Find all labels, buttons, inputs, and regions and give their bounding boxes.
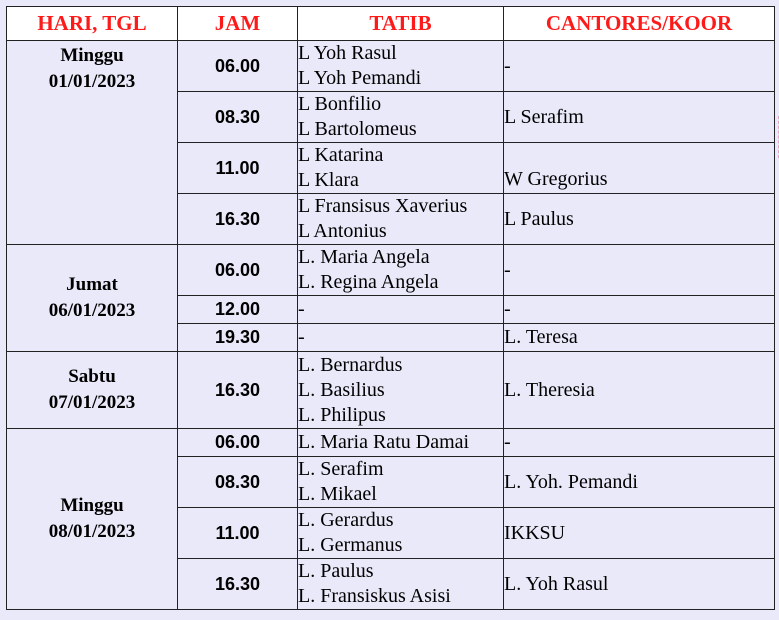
- day-cell: [7, 245, 178, 352]
- tatib-name: L. Maria Ratu Damai: [298, 431, 470, 453]
- koor-cell: -: [504, 245, 775, 296]
- koor-cell: L Serafim: [504, 92, 775, 143]
- tatib-name: -: [298, 298, 305, 320]
- header-koor: CANTORES/KOOR: [504, 7, 775, 41]
- tatib-name: L Bartolomeus: [298, 118, 417, 140]
- selection-edge-marker: [772, 116, 779, 158]
- tatib-cell: [298, 92, 504, 143]
- day-cell: [7, 429, 178, 610]
- tatib-cell: [298, 143, 504, 194]
- tatib-name: L. Regina Angela: [298, 271, 439, 293]
- day-date: 08/01/2023: [48, 521, 136, 542]
- tatib-cell: [298, 324, 504, 352]
- tatib-cell: [298, 429, 504, 457]
- tatib-cell: [298, 245, 504, 296]
- tatib-name: L. Serafim: [298, 458, 384, 480]
- tatib-cell: [298, 296, 504, 324]
- tatib-name: L. Bernardus: [298, 353, 403, 376]
- koor-cell: L. Yoh. Pemandi: [504, 457, 775, 508]
- tatib-cell: [298, 194, 504, 245]
- day-cell: [7, 41, 178, 245]
- jam-cell: 08.30: [178, 92, 298, 143]
- header-tatib: TATIB: [298, 7, 504, 41]
- schedule-table: [6, 6, 775, 610]
- header-day: HARI, TGL: [7, 7, 178, 41]
- table-row: [7, 245, 775, 296]
- koor-cell: -: [504, 41, 775, 92]
- tatib-name: L Yoh Rasul: [298, 42, 397, 64]
- koor-cell: L. Teresa: [504, 324, 775, 352]
- koor-cell: L. Theresia: [504, 352, 775, 429]
- koor-cell: -: [504, 429, 775, 457]
- jam-cell: 06.00: [178, 245, 298, 296]
- day-name: Jumat: [66, 274, 118, 295]
- tatib-name: L. Germanus: [298, 534, 403, 556]
- tatib-name: L. Gerardus: [298, 509, 394, 531]
- koor-cell: L Paulus: [504, 194, 775, 245]
- tatib-cell: [298, 457, 504, 508]
- jam-cell: 08.30: [178, 457, 298, 508]
- table-row: [7, 352, 775, 429]
- tatib-name: L Antonius: [298, 220, 387, 242]
- jam-cell: 16.30: [178, 352, 298, 429]
- tatib-name: L Fransisus Xaverius: [298, 195, 468, 217]
- tatib-cell: [298, 559, 504, 610]
- jam-cell: 06.00: [178, 429, 298, 457]
- jam-cell: 16.30: [178, 194, 298, 245]
- day-name: Minggu: [60, 45, 124, 66]
- day-cell: [7, 352, 178, 429]
- jam-cell: 06.00: [178, 41, 298, 92]
- tatib-name: L Yoh Pemandi: [298, 67, 422, 89]
- koor-cell: L. Yoh Rasul: [504, 559, 775, 610]
- tatib-name: L. Basilius: [298, 378, 385, 401]
- koor-cell: -: [504, 296, 775, 324]
- koor-cell: W Gregorius: [504, 143, 775, 194]
- tatib-name: L. Paulus: [298, 560, 374, 582]
- tatib-name: L Bonfilio: [298, 93, 382, 115]
- table-row: [7, 429, 775, 457]
- koor-cell: IKKSU: [504, 508, 775, 559]
- day-date: 01/01/2023: [48, 71, 136, 92]
- tatib-name: L. Mikael: [298, 483, 377, 505]
- tatib-name: L. Maria Angela: [298, 246, 430, 268]
- tatib-cell: [298, 508, 504, 559]
- day-date: 06/01/2023: [48, 300, 136, 321]
- day-name: Minggu: [60, 495, 124, 516]
- tatib-name: L. Fransiskus Asisi: [298, 585, 451, 607]
- jam-cell: 12.00: [178, 296, 298, 324]
- jam-cell: 11.00: [178, 143, 298, 194]
- header-row: [7, 7, 775, 41]
- day-date: 07/01/2023: [48, 392, 136, 413]
- tatib-name: L Katarina: [298, 144, 384, 166]
- tatib-cell: [298, 352, 504, 429]
- header-jam: JAM: [178, 7, 298, 41]
- tatib-cell: [298, 41, 504, 92]
- tatib-name: L. Philipus: [298, 403, 386, 426]
- tatib-name: -: [298, 326, 305, 348]
- jam-cell: 19.30: [178, 324, 298, 352]
- jam-cell: 16.30: [178, 559, 298, 610]
- table-row: [7, 41, 775, 92]
- tatib-name: L Klara: [298, 169, 359, 191]
- day-name: Sabtu: [68, 366, 116, 387]
- jam-cell: 11.00: [178, 508, 298, 559]
